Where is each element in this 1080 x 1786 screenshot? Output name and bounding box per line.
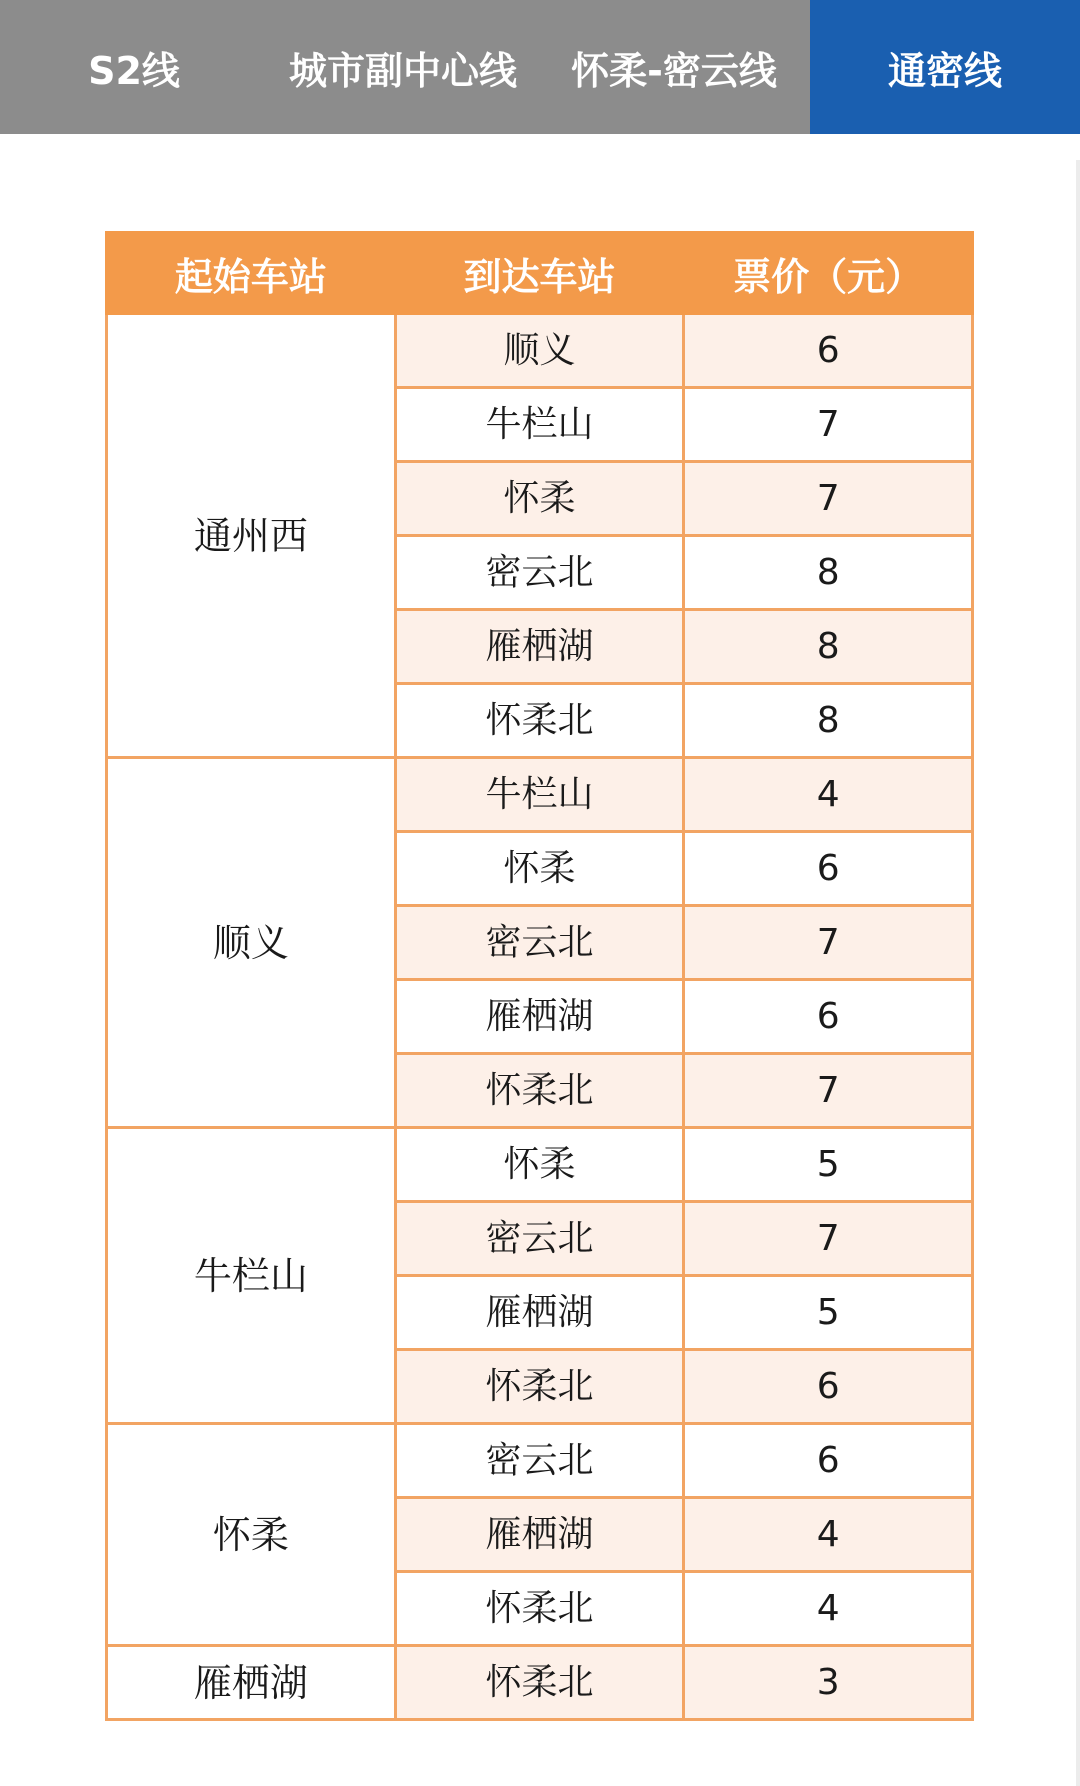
fare-price-cell: 8 [684, 684, 973, 758]
fare-price-cell: 3 [684, 1646, 973, 1720]
tab-tongmi-line[interactable]: 通密线 [810, 0, 1080, 134]
destination-station-cell: 怀柔 [395, 462, 684, 536]
origin-station-cell: 通州西 [107, 314, 396, 758]
destination-station-cell: 雁栖湖 [395, 980, 684, 1054]
fare-price-cell: 8 [684, 610, 973, 684]
tab-s2-line[interactable]: S2线 [88, 48, 180, 93]
destination-station-cell: 密云北 [395, 1202, 684, 1276]
fare-price-cell: 7 [684, 906, 973, 980]
fare-price-cell: 6 [684, 980, 973, 1054]
fare-row [107, 1424, 973, 1498]
destination-station-cell: 怀柔北 [395, 1572, 684, 1646]
fare-price-cell: 4 [684, 1572, 973, 1646]
fare-table-body [107, 314, 973, 1720]
destination-station-cell: 牛栏山 [395, 388, 684, 462]
fare-price-cell: 5 [684, 1128, 973, 1202]
fare-row [107, 1128, 973, 1202]
destination-station-cell: 雁栖湖 [395, 610, 684, 684]
destination-station-cell: 顺义 [395, 314, 684, 388]
destination-station-cell: 怀柔 [395, 1128, 684, 1202]
fare-price-cell: 4 [684, 758, 973, 832]
fare-price-cell: 7 [684, 1202, 973, 1276]
header-destination-station: 到达车站 [395, 233, 684, 314]
fare-price-cell: 7 [684, 1054, 973, 1128]
destination-station-cell: 密云北 [395, 536, 684, 610]
fare-table [105, 231, 974, 1721]
fare-price-cell: 6 [684, 832, 973, 906]
destination-station-cell: 密云北 [395, 906, 684, 980]
fare-row [107, 758, 973, 832]
line-tab-bar [0, 0, 1080, 134]
origin-station-cell: 怀柔 [107, 1424, 396, 1646]
page-edge-divider [1076, 160, 1080, 1786]
header-origin-station: 起始车站 [107, 233, 396, 314]
fare-price-cell: 7 [684, 462, 973, 536]
header-fare-price: 票价（元） [684, 233, 973, 314]
tab-city-subcenter-line[interactable]: 城市副中心线 [288, 48, 517, 93]
destination-station-cell: 雁栖湖 [395, 1498, 684, 1572]
destination-station-cell: 怀柔北 [395, 1646, 684, 1720]
fare-price-cell: 4 [684, 1498, 973, 1572]
destination-station-cell: 牛栏山 [395, 758, 684, 832]
fare-row [107, 314, 973, 388]
origin-station-cell: 雁栖湖 [107, 1646, 396, 1720]
fare-price-cell: 7 [684, 388, 973, 462]
fare-price-cell: 8 [684, 536, 973, 610]
fare-price-cell: 6 [684, 1424, 973, 1498]
destination-station-cell: 雁栖湖 [395, 1276, 684, 1350]
origin-station-cell: 牛栏山 [107, 1128, 396, 1424]
destination-station-cell: 怀柔 [395, 832, 684, 906]
tab-huairou-miyun-line[interactable]: 怀柔-密云线 [571, 48, 777, 93]
fare-table-header-row [107, 233, 973, 314]
fare-row [107, 1646, 973, 1720]
destination-station-cell: 密云北 [395, 1424, 684, 1498]
fare-price-cell: 6 [684, 314, 973, 388]
destination-station-cell: 怀柔北 [395, 1350, 684, 1424]
origin-station-cell: 顺义 [107, 758, 396, 1128]
fare-price-cell: 5 [684, 1276, 973, 1350]
fare-price-cell: 6 [684, 1350, 973, 1424]
destination-station-cell: 怀柔北 [395, 684, 684, 758]
destination-station-cell: 怀柔北 [395, 1054, 684, 1128]
